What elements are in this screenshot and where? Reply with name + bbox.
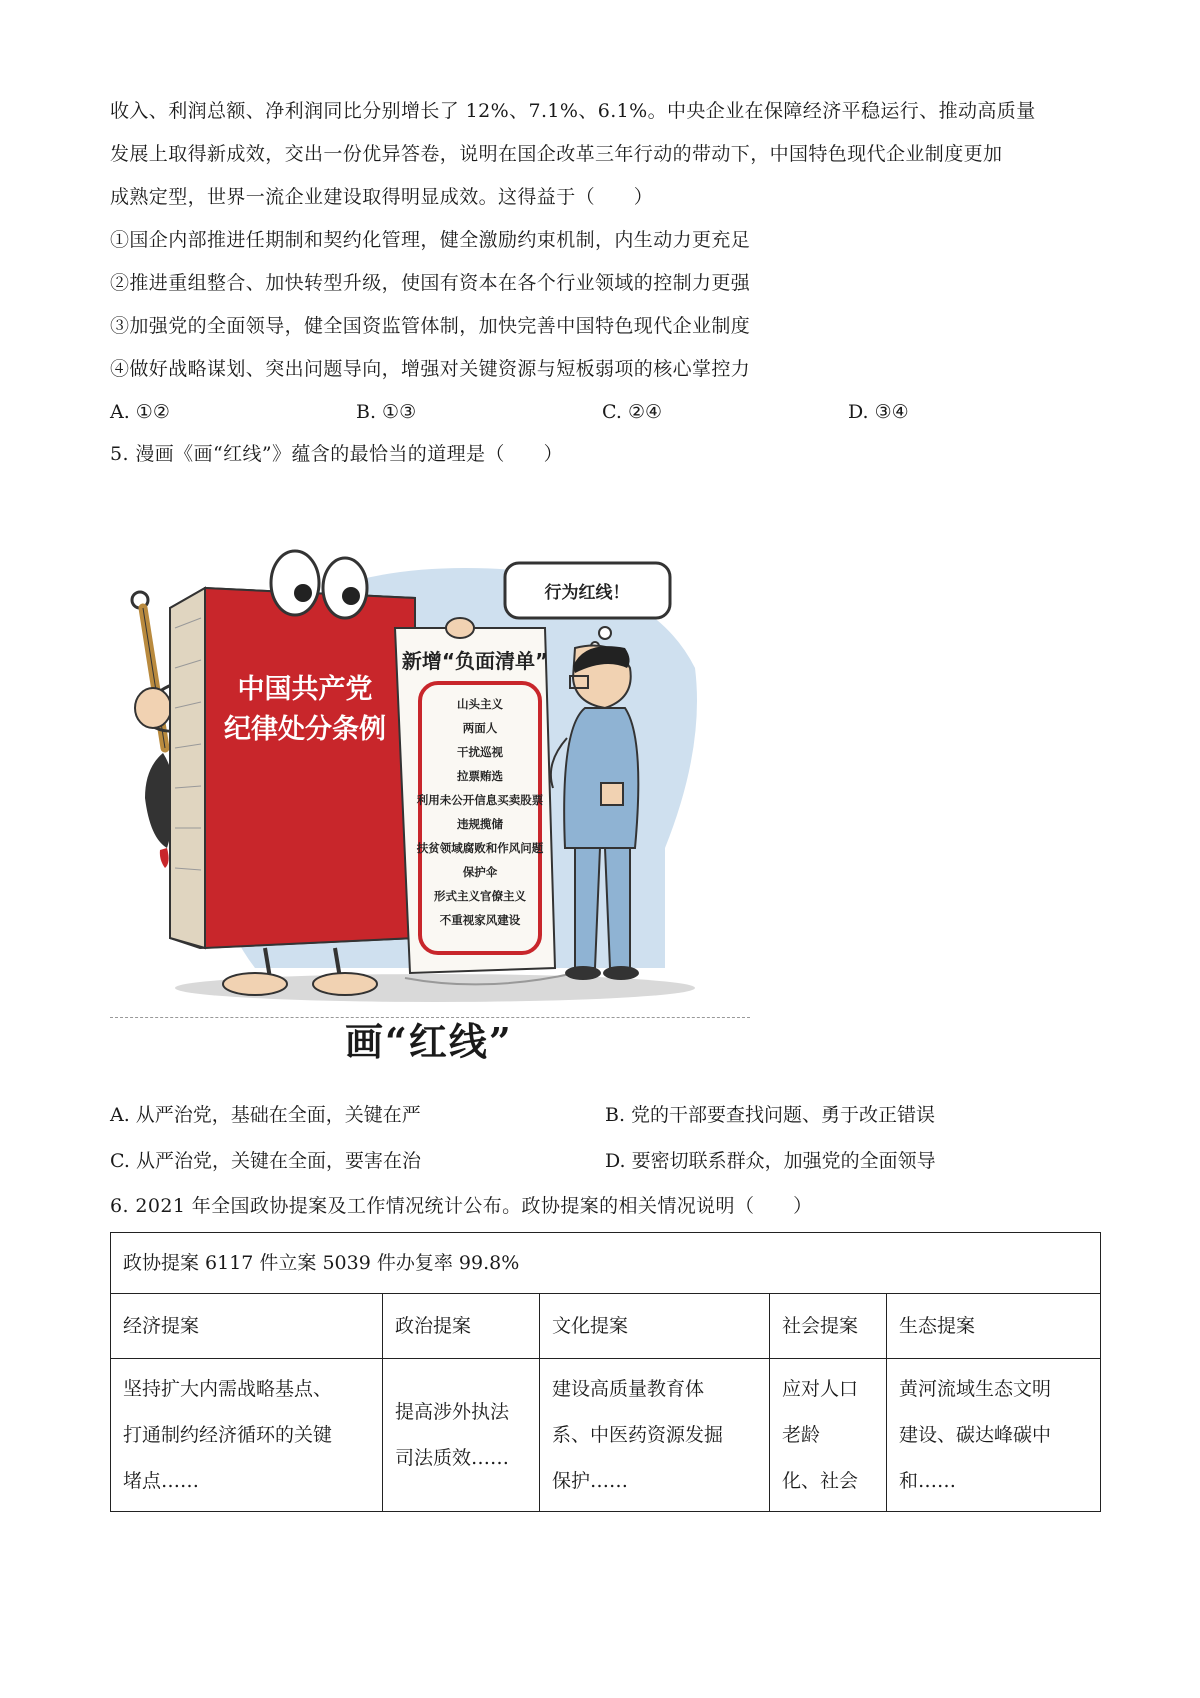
cell-ecology [887, 1359, 1101, 1512]
speech-text: 行为红线！ [544, 583, 630, 603]
q4-statement-4: ④做好战略谋划、突出问题导向，增强对关键资源与短板弱项的核心掌控力 [110, 358, 751, 380]
q4-statement-2: ②推进重组整合、加快转型升级，使国有资本在各个行业领域的控制力更强 [110, 272, 751, 294]
q4-option-b[interactable]: B. ①③ [356, 401, 417, 423]
q4-stem-line-2: 发展上取得新成效，交出一份优异答卷，说明在国企改革三年行动的带动下，中国特色现代企业制度更加 [110, 143, 1003, 165]
cell-society [770, 1359, 887, 1512]
scroll-item: 利用未公开信息买卖股票 [416, 793, 544, 807]
q4-option-d[interactable]: D. ③④ [848, 401, 909, 423]
q4-option-c[interactable]: C. ②④ [602, 401, 663, 423]
cell-line: 建设、碳达峰碳中 [899, 1424, 1052, 1446]
scroll-item: 不重视家风建设 [439, 913, 521, 927]
scroll-item: 保护伞 [462, 865, 498, 879]
q4-statement-1: ①国企内部推进任期制和契约化管理，健全激励约束机制，内生动力更充足 [110, 229, 751, 251]
cell-line: 应对人口 [782, 1378, 859, 1400]
scroll-item: 违规揽储 [457, 817, 503, 831]
book-title-1: 中国共产党 [237, 674, 373, 705]
scroll-header: 新增“负面清单” [401, 649, 549, 673]
q5-option-c[interactable]: C. 从严治党，关键在全面，要害在治 [110, 1150, 421, 1172]
scroll-item: 拉票贿选 [457, 769, 503, 783]
cell-line: 和…… [899, 1470, 957, 1492]
cell-line: 堵点…… [123, 1470, 200, 1492]
scroll-item: 干扰巡视 [457, 745, 503, 759]
q4-stem-line-1: 收入、利润总额、净利润同比分别增长了 12%、7.1%、6.1%。中央企业在保障经济平稳运行、推动高质量 [110, 100, 1036, 122]
cell-line: 打通制约经济循环的关键 [123, 1424, 333, 1446]
proposal-table [110, 1232, 1101, 1512]
header-economy: 经济提案 [111, 1294, 383, 1359]
scroll-item: 两面人 [462, 721, 498, 735]
header-ecology: 生态提案 [887, 1294, 1101, 1359]
q6-stem: 6. 2021 年全国政协提案及工作情况统计公布。政协提案的相关情况说明（ ） [110, 1195, 813, 1217]
header-society: 社会提案 [770, 1294, 887, 1359]
book-hand-right [446, 618, 474, 638]
q5-option-a[interactable]: A. 从严治党，基础在全面，关键在严 [110, 1104, 421, 1126]
q4-statement-3: ③加强党的全面领导，健全国资监管体制，加快完善中国特色现代企业制度 [110, 315, 751, 337]
cell-economy [111, 1359, 383, 1512]
scroll-item: 山头主义 [457, 697, 503, 711]
cell-line: 保护…… [552, 1470, 629, 1492]
q4-option-a[interactable]: A. ①② [110, 401, 170, 423]
table-row [111, 1359, 1101, 1512]
cell-line: 化、社会 [782, 1470, 859, 1492]
header-politics: 政治提案 [383, 1294, 540, 1359]
cartoon-illustration [105, 548, 755, 1028]
header-culture: 文化提案 [540, 1294, 770, 1359]
cell-line: 司法质效…… [395, 1447, 510, 1469]
party-regulations-book [170, 588, 415, 948]
cell-line: 坚持扩大内需战略基点、 [123, 1378, 333, 1400]
table-header-row [111, 1294, 1101, 1359]
cell-line: 提高涉外执法 [395, 1401, 510, 1423]
cell-line: 黄河流域生态文明 [899, 1378, 1052, 1400]
book-hand [135, 688, 171, 728]
scroll-item: 扶贫领域腐败和作风问题 [416, 841, 544, 855]
caption-divider [110, 1017, 750, 1018]
book-title-2: 纪律处分条例 [224, 714, 386, 745]
q4-stem-line-3: 成熟定型，世界一流企业建设取得明显成效。这得益于（ ） [110, 186, 654, 208]
table-summary: 政协提案 6117 件立案 5039 件办复率 99.8% [111, 1233, 1101, 1294]
cell-line: 系、中医药资源发掘 [552, 1424, 724, 1446]
q5-option-b[interactable]: B. 党的干部要查找问题、勇于改正错误 [605, 1104, 936, 1126]
cell-politics [383, 1359, 540, 1512]
scroll-item: 形式主义官僚主义 [434, 889, 526, 903]
cell-culture [540, 1359, 770, 1512]
table-summary-row [111, 1233, 1101, 1294]
q5-stem: 5. 漫画《画“红线”》蕴含的最恰当的道理是（ ） [110, 443, 563, 465]
cartoon-caption: 画“红线” [345, 1019, 513, 1064]
cell-line: 老龄 [782, 1424, 821, 1446]
q5-option-d[interactable]: D. 要密切联系群众，加强党的全面领导 [605, 1150, 936, 1172]
cell-line: 建设高质量教育体 [552, 1378, 705, 1400]
